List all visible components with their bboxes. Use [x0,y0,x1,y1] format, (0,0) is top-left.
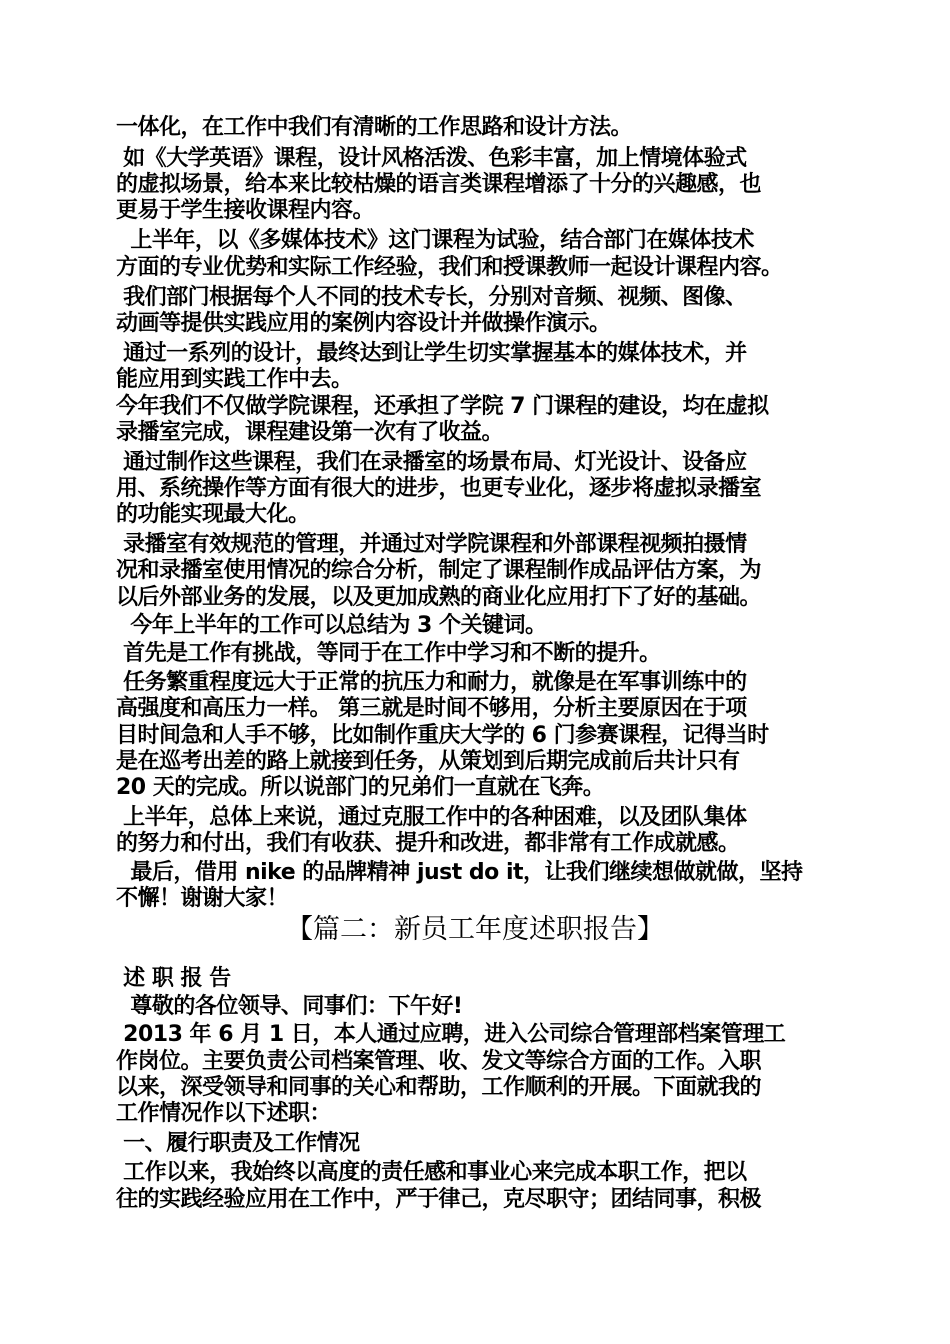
text-line: 工作情况作以下述职： [116,1101,332,1126]
text-line: 2013 年 6 月 1 日，本人通过应聘，进入公司综合管理部档案管理工 [116,1022,786,1047]
text-line: 一体化，在工作中我们有清晰的工作思路和设计方法。 [116,115,633,140]
text-line: 今年我们不仅做学院课程，还承担了学院 7 门课程的建设，均在虚拟 [116,394,769,419]
text-line: 往的实践经验应用在工作中，严于律己，克尽职守；团结同事，积极 [116,1187,762,1212]
text-line: 通过制作这些课程，我们在录播室的场景布局、灯光设计、设备应 [116,450,747,475]
text-line: 最后，借用 nike 的品牌精神 just do it，让我们继续想做就做，坚持 [116,860,803,885]
report-title: 述 职 报 告 [116,966,231,991]
text-line: 目时间急和人手不够，比如制作重庆大学的 6 门参赛课程，记得当时 [116,723,769,748]
text-line: 用、系统操作等方面有很大的进步，也更专业化，逐步将虚拟录播室 [116,476,762,501]
text-line: 我们部门根据每个人不同的技术专长，分别对音频、视频、图像、 [116,285,747,310]
text-line: 如《大学英语》课程，设计风格活泼、色彩丰富，加上情境体验式 [116,146,747,171]
text-line: 的努力和付出，我们有收获、提升和改进，都非常有工作成就感。 [116,831,740,856]
text-line: 况和录播室使用情况的综合分析，制定了课程制作成品评估方案，为 [116,558,762,583]
text-line: 工作以来，我始终以高度的责任感和事业心来完成本职工作，把以 [116,1160,747,1185]
text-line: 以来，深受领导和同事的关心和帮助，工作顺利的开展。下面就我的 [116,1075,762,1100]
text-line: 任务繁重程度远大于正常的抗压力和耐力，就像是在军事训练中的 [116,670,747,695]
text-line: 作岗位。主要负责公司档案管理、收、发文等综合方面的工作。入职 [116,1049,762,1074]
section-heading: 【篇二：新员工年度述职报告】 [286,914,664,945]
text-line: 的虚拟场景，给本来比较枯燥的语言类课程增添了十分的兴趣感，也 [116,172,762,197]
greeting-line: 尊敬的各位领导、同事们：下午好! [116,994,463,1019]
text-line: 录播室完成，课程建设第一次有了收益。 [116,420,504,445]
text-line: 动画等提供实践应用的案例内容设计并做操作演示。 [116,311,611,336]
text-line: 不懈！谢谢大家！ [116,886,289,911]
text-line: 高强度和高压力一样。 第三就是时间不够用，分析主要原因在于项 [116,696,747,721]
subheading-line: 一、履行职责及工作情况 [116,1131,360,1156]
text-line: 录播室有效规范的管理，并通过对学院课程和外部课程视频拍摄情 [116,532,747,557]
text-line: 更易于学生接收课程内容。 [116,198,375,223]
text-line: 上半年，总体上来说，通过克服工作中的各种困难，以及团队集体 [116,805,747,830]
text-line: 20 天的完成。所以说部门的兄弟们一直就在飞奔。 [116,775,605,800]
text-line: 能应用到实践工作中去。 [116,367,353,392]
text-line: 首先是工作有挑战，等同于在工作中学习和不断的提升。 [116,641,661,666]
text-line: 上半年，以《多媒体技术》这门课程为试验，结合部门在媒体技术 [116,228,754,253]
text-line: 方面的专业优势和实际工作经验，我们和授课教师一起设计课程内容。 [116,255,783,280]
text-line: 通过一系列的设计，最终达到让学生切实掌握基本的媒体技术，并 [116,341,747,366]
text-line: 以后外部业务的发展，以及更加成熟的商业化应用打下了好的基础。 [116,585,762,610]
text-line: 是在巡考出差的路上就接到任务，从策划到后期完成前后共计只有 [116,749,740,774]
text-line: 今年上半年的工作可以总结为 3 个关键词。 [116,613,547,638]
text-line: 的功能实现最大化。 [116,502,310,527]
